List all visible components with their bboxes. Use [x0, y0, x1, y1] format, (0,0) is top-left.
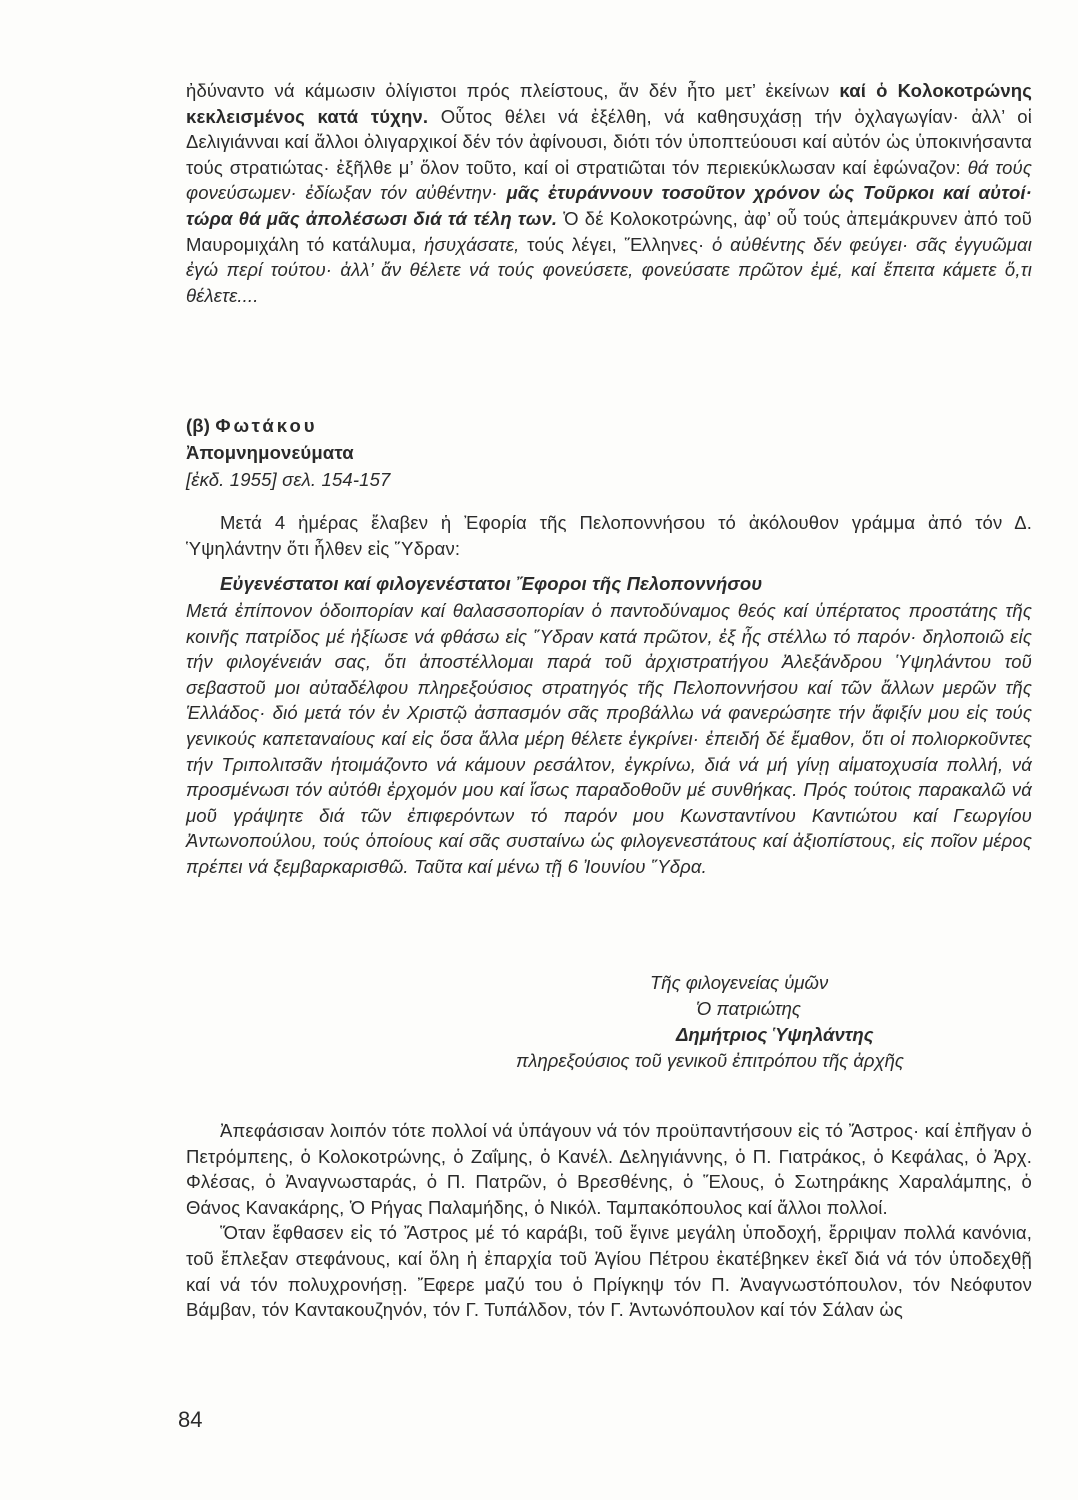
letter-body-text: Μετά ἐπίπονον ὁδοιπορίαν καί θαλασσοπορίαν ὁ παντοδύναμος θεός καί ὑπέρτατος προστάτης τῆς κοινῆς πατρίδος μέ ἠξίωσε νά φθάσω εἰς Ὕδραν κατά πρῶτον, ἐξ ἧς στέλλω τό παρόν· δηλοποιῶ εἰς τήν φιλογένειάν σας, ὅτι ἀποστέλλομαι παρά τοῦ ἀρχιστρατήγου Ἀλεξάνδρου Ὑψηλάντου τοῦ σεβαστοῦ μοι αὐταδέλφου πληρεξούσιος στρατηγός τῆς Πελοποννήσου καί τῶν ἄλλων μερῶν τῆς Ἑλλάδος· διό μετά τόν ἐν Χριστῷ ἀσπασμόν σᾶς προβάλλω νά φανερώσητε τήν ἄφιξίν μου εἰς τούς γενικούς καπεταναίους καί εἰς ὅσα ἄλλα μέρη θέλετε ἐγκρίνει· ἐπειδή δέ ἔμαθον, ὅτι οἱ πολιορκοῦντες τήν Τριπολιτσᾶν ἡτοιμάζοντο νά κάμουν ρεσάλτον, ἐγκρίνω, διά νά μή γίνῃ αἱματοχυσία πολλή, νά προσμένωσι τόν αὐτόθι ἐρχομόν μου καί ἴσως παραδοθοῦν μέ συνθήκας. Πρός τούτοις παρακαλῶ νά μοῦ γράψητε διά τῶν ἐπιφερόντων τό παρόν μου Κωνσταντίνου Καντιώτου καί Γεωργίου Ἀντωνοπούλου, τούς ὁποίους καί σᾶς συσταίνω ὡς φιλογενεστάτους καί ἀξιοπίστους, εἰς ποῖον μέρος πρέπει νά ξεμβαρκαρισθῶ. Ταῦτα καί μένω τῇ 6 Ἰουνίου Ὕδρα. [186, 600, 1032, 877]
intro-italic-2: ἡσυχάσατε, [424, 233, 520, 255]
signature-name: Δημήτριος Ὑψηλάντης [676, 1024, 874, 1045]
intro-text-2: Οὗτος θέλει νά ἐξέλθη, νά καθησυχάσῃ τήν ὀχλαγωγίαν· ἀλλ’ οἱ Δελιγιάνναι καί ἄλλοι ὀλιγαρχικοί δέν τόν ἀφίνουσι, διότι τόν ὑποπτεύουσι καί αὐτόν ὡς ὑποκινήσαντα τούς στρατιώτας· ἐξῆλθε μ’ ὅλον τοῦτο, καί οἱ στρατιῶται τόν περιεκύκλωσαν καί ἐφώναζον: [186, 105, 1032, 178]
letter-intro-text: Μετά 4 ἡμέρας ἔλαβεν ἡ Ἐφορία τῆς Πελοποννήσου τό ἀκόλουθον γράμμα ἀπό τόν Δ. Ὑψηλάντην ὅτι ἦλθεν εἰς Ὕδραν: [186, 512, 1032, 559]
heading-author: Φωτάκου [215, 415, 318, 436]
intro-text-1: ἠδύναντο νά κάμωσιν ὀλίγιστοι πρός πλείστους, ἄν δέν ἦτο μετ’ ἐκείνων [186, 80, 840, 101]
heading-author-line [186, 412, 1032, 439]
intro-italic-1: θά τούς φονεύσωμεν· ἐδίωξαν τόν αὐθέντην· [186, 156, 1032, 204]
signature-title: πληρεξούσιος τοῦ γενικοῦ ἐπιτρόπου τῆς ἀρχῆς [516, 1050, 904, 1071]
heading-reference: [ἐκδ. 1955] σελ. 154-157 [186, 469, 391, 490]
closing-paragraph-1: Ἀπεφάσισαν λοιπόν τότε πολλοί νά ὑπάγουν νά τόν προϋπαντήσουν εἰς τό Ἄστρος· καί ἐπῆγαν ὁ Πετρόμπεης, ὁ Κολοκοτρώνης, ὁ Ζαΐμης, ὁ Κανέλ. Δεληγιάννης, ὁ Π. Γιατράκος, ὁ Κεφάλας, ὁ Ἀρχ. Φλέσας, ὁ Ἀναγνωσταράς, ὁ Π. Πατρῶν, ὁ Βρεσθένης, ὁ Ἕλους, ὁ Σωτηράκης Χαραλάμπης, ὁ Θάνος Κανακάρης, Ὁ Ρήγας Παλαμήδης, ὁ Νικόλ. Ταμπακόπουλος καί ἄλλοι πολλοί. [186, 1120, 1032, 1218]
signature-greeting: Τῆς φιλογενείας ὑμῶν [650, 972, 829, 993]
letter-title: Εὐγενέστατοι καί φιλογενέστατοι Ἔφοροι τῆς Πελοποννήσου [220, 573, 763, 594]
closing-paragraphs [186, 1118, 1032, 1323]
page-number: 84 [178, 1407, 203, 1432]
intro-paragraph [186, 78, 1032, 308]
intro-text-4: τούς λέγει, Ἕλληνες· [519, 233, 713, 255]
letter-body [186, 598, 1032, 880]
intro-italic-3: ὁ αὐθέντης δέν φεύγει· σᾶς ἐγγυῶμαι ἐγώ περί τούτου· ἀλλ’ ἄν θέλετε νά τούς φονεύσετε, φονεύσατε πρῶτον ἐμέ, καί ἔπειτα κάμετε ὅ,τι θέλετε.... [186, 233, 1033, 306]
heading-label: (β) [186, 415, 216, 436]
closing-paragraph-2: Ὅταν ἔφθασεν εἰς τό Ἄστρος μέ τό καράβι, τοῦ ἔγινε μεγάλη ὑποδοχή, ἔρριψαν πολλά κανόνια, τοῦ ἔπλεξαν στεφάνους, καί ὅλη ἡ ἐπαρχία τοῦ Ἁγίου Πέτρου ἐκατέβηκεν ἐκεῖ διά νά τόν ὑποδεχθῇ καί νά τόν πολυχρονήσῃ. Ἔφερε μαζύ του ὁ Πρίγκηψ τόν Π. Ἀναγνωστόπουλον, τόν Νεόφυτον Βάμβαν, τόν Καντακουζηνόν, τόν Γ. Τυπάλδον, τόν Γ. Ἀντωνόπουλον καί τόν Σάλαν ὡς [186, 1222, 1032, 1321]
letter-intro-paragraph [186, 510, 1032, 561]
heading-work: Ἀπομνημονεύματα [186, 442, 354, 463]
section-heading [186, 412, 1032, 493]
signature-patriot: Ὁ πατριώτης [696, 998, 801, 1019]
intro-bold-italic-1: μᾶς ἐτυράννουν τοσοῦτον χρόνον ὡς Τοῦρκοι καί αὐτοί· τώρα θά μᾶς ἀπολέσωσι διά τά τέλη των. [186, 182, 1032, 229]
intro-text-3: Ὁ δέ Κολοκοτρώνης, ἀφ’ οὗ τούς ἀπεμάκρυνεν ἀπό τοῦ Μαυρομιχάλη τό κατάλυμα, [186, 207, 1033, 255]
intro-bold-1: καί ὁ Κολοκοτρώνης κεκλεισμένος κατά τύχην. [186, 80, 1033, 127]
